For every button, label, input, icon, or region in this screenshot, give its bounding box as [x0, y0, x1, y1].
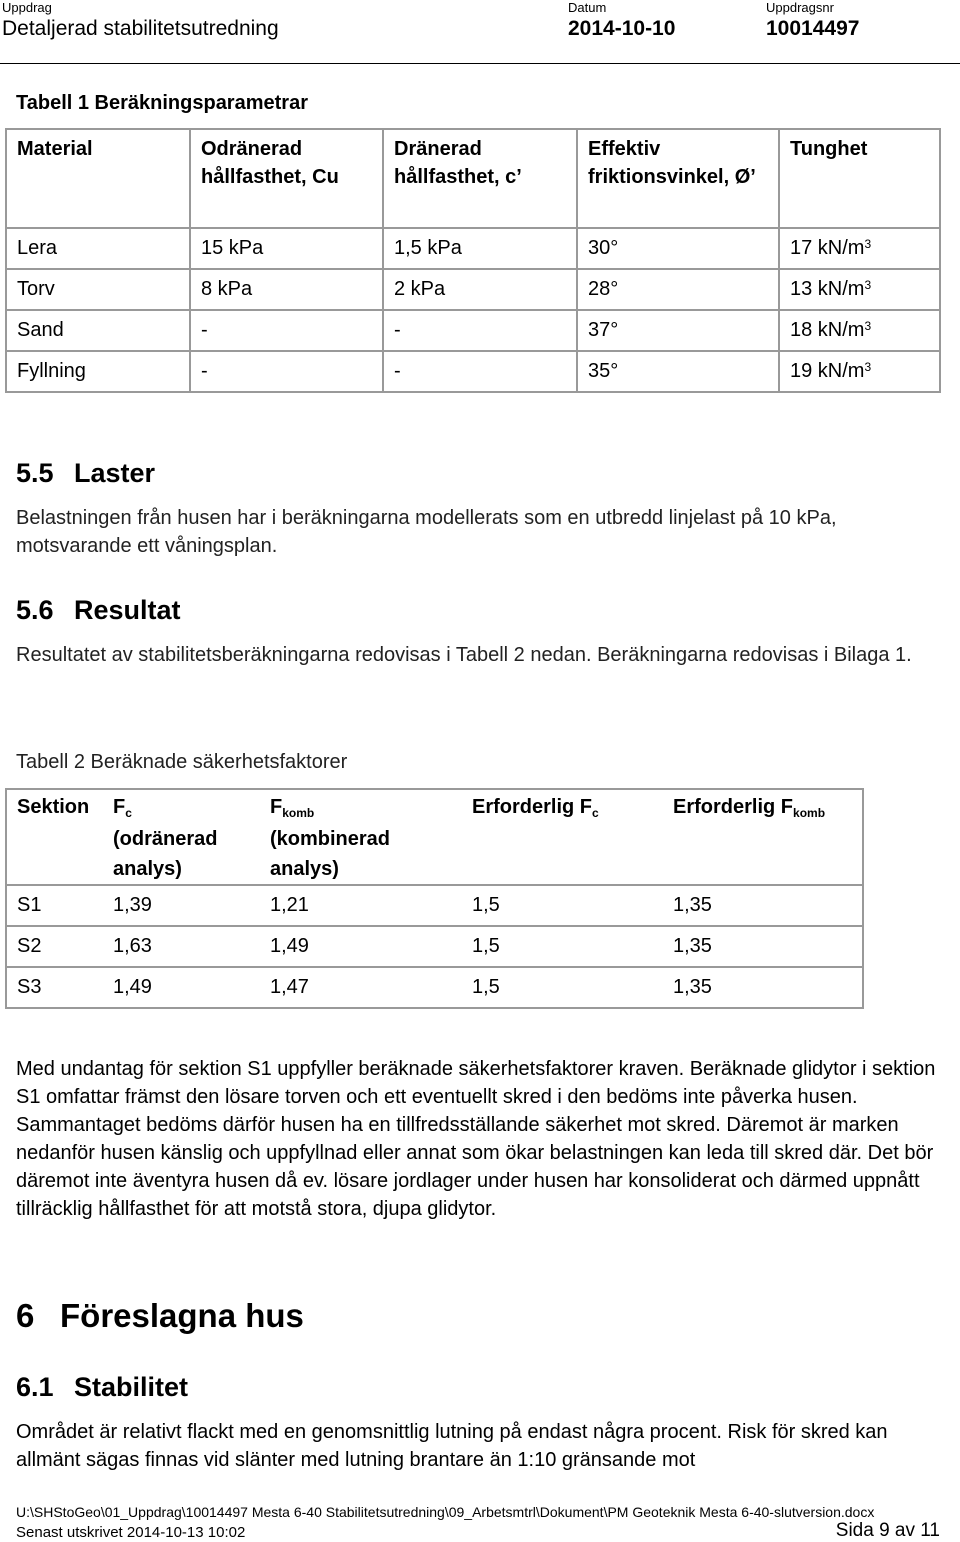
- table-header-cell: Material: [6, 129, 190, 228]
- table-cell: 2 kPa: [383, 269, 577, 310]
- table-header-cell: [260, 789, 462, 885]
- footer-page-number: Sida 9 av 11: [835, 1520, 940, 1541]
- table-cell: 1,35: [663, 967, 863, 1008]
- header-label-datum: Datum: [568, 0, 607, 15]
- table-cell: 1,35: [663, 885, 863, 926]
- unit-exponent: 3: [864, 237, 872, 251]
- table-header-row: [6, 129, 940, 228]
- unit-text: 13 kN/m: [790, 278, 865, 300]
- table2-caption: Tabell 2 Beräknade säkerhetsfaktorer: [16, 751, 348, 773]
- table-cell: S3: [6, 967, 103, 1008]
- table-cell: -: [190, 351, 383, 392]
- unit-exponent: 3: [864, 360, 872, 374]
- table-cell: 28°: [577, 269, 779, 310]
- table1-caption: Tabell 1 Beräkningsparametrar: [16, 92, 308, 114]
- unit-exponent: 3: [864, 319, 872, 333]
- header-label-uppdrag: Uppdrag: [2, 0, 52, 15]
- header-subscript: komb: [282, 806, 315, 820]
- table-cell: 1,5 kPa: [383, 228, 577, 269]
- header-note: (odränerad analys): [113, 828, 218, 880]
- table-cell: -: [190, 310, 383, 351]
- parameters-table: [5, 128, 941, 393]
- header-subscript: c: [125, 806, 132, 820]
- table-header-cell: [103, 789, 260, 885]
- chapter-title: Föreslagna hus: [60, 1297, 304, 1334]
- table-cell: 1,49: [260, 926, 462, 967]
- table-row: [6, 269, 940, 310]
- header-symbol: Erforderlig F: [673, 796, 794, 818]
- table-cell: [779, 228, 940, 269]
- table-cell: 1,49: [103, 967, 260, 1008]
- unit-text: 17 kN/m: [790, 237, 865, 259]
- section-title: Laster: [74, 458, 156, 488]
- table-cell: -: [383, 351, 577, 392]
- table-header-cell: Sektion: [6, 789, 103, 885]
- section-title: Stabilitet: [74, 1372, 189, 1402]
- unit-text: 18 kN/m: [790, 319, 865, 341]
- table-cell: 1,63: [103, 926, 260, 967]
- table-header-cell: Odränerad hållfasthet, Cu: [190, 129, 383, 228]
- table-header-cell: Tunghet: [779, 129, 940, 228]
- header-number: 10014497: [766, 17, 860, 40]
- table-cell: 1,47: [260, 967, 462, 1008]
- table-cell: Lera: [6, 228, 190, 269]
- table-cell: 35°: [577, 351, 779, 392]
- table-cell: -: [383, 310, 577, 351]
- table-cell: S1: [6, 885, 103, 926]
- header-date: 2014-10-10: [568, 17, 676, 40]
- section-title: Resultat: [74, 595, 181, 625]
- unit-exponent: 3: [864, 278, 872, 292]
- section-heading-laster: [16, 458, 155, 489]
- laster-paragraph: Belastningen från husen har i beräkningarna modellerats som en utbredd linjelast på 10 kPa, motsvarande ett våningsplan.: [16, 507, 837, 557]
- table-cell: 15 kPa: [190, 228, 383, 269]
- table-cell: 1,35: [663, 926, 863, 967]
- stabilitet-paragraph: Området är relativt flackt med en genomsnittlig lutning på endast några procent. Risk för skred kan allmänt sägas finnas vid slänter med lutning brantare än 1:10 gränsande mot: [16, 1421, 888, 1471]
- table-cell: 37°: [577, 310, 779, 351]
- header-subscript: c: [592, 806, 599, 820]
- table-cell: Torv: [6, 269, 190, 310]
- table-cell: Sand: [6, 310, 190, 351]
- table-row: [6, 310, 940, 351]
- section-heading-resultat: [16, 595, 181, 626]
- table-cell: 1,5: [462, 926, 663, 967]
- table-cell: 30°: [577, 228, 779, 269]
- header-symbol: F: [113, 796, 126, 818]
- safety-factor-table: [5, 788, 864, 1009]
- header-title: Detaljerad stabilitetsutredning: [2, 17, 279, 40]
- section-number: 6.1: [16, 1372, 54, 1402]
- footer-file-path: U:\SHStoGeo\01_Uppdrag\10014497 Mesta 6-40 Stabilitetsutredning\09_Arbetsmtrl\Dokument\PM Geoteknik Mesta 6-40-slutversion.docx: [16, 1504, 875, 1520]
- table-cell: Fyllning: [6, 351, 190, 392]
- table-row: [6, 926, 863, 967]
- table-cell: [779, 351, 940, 392]
- chapter-number: 6: [16, 1297, 35, 1334]
- table-row: [6, 228, 940, 269]
- table-header-cell: [663, 789, 863, 885]
- table-row: [6, 351, 940, 392]
- chapter-heading: [16, 1297, 304, 1335]
- table-cell: S2: [6, 926, 103, 967]
- table-cell: [779, 269, 940, 310]
- result-discussion-paragraph: Med undantag för sektion S1 uppfyller beräknade säkerhetsfaktorer kraven. Beräknade glidytor i sektion S1 omfattar främst den lösare torven och ett eventuellt skred i den bedöms inte påverka husen. Sammantaget bedöms därför husen ha en tillfredsställande säkerhet mot skred. Däremot är marken nedanför husen känslig och uppfyllnad eller annat som ökar belastningen kan leda till skred där. Det bör däremot inte äventyra husen då ev. lösare jordlager under husen har konsoliderat och därmed uppnått tillräcklig hållfasthet för att motstå stora, djupa glidytor.: [16, 1058, 936, 1220]
- table-cell: 1,39: [103, 885, 260, 926]
- header-note: (kombinerad analys): [270, 828, 391, 880]
- table-cell: [779, 310, 940, 351]
- header-symbol: Erforderlig F: [472, 796, 593, 818]
- unit-text: 19 kN/m: [790, 360, 865, 382]
- section-number: 5.5: [16, 458, 54, 488]
- table-header-cell: [462, 789, 663, 885]
- section-number: 5.6: [16, 595, 54, 625]
- section-heading-stabilitet: [16, 1372, 188, 1403]
- header-subscript: komb: [793, 806, 826, 820]
- table-row: [6, 885, 863, 926]
- table-row: [6, 967, 863, 1008]
- table-cell: 8 kPa: [190, 269, 383, 310]
- footer-printed: Senast utskrivet 2014-10-13 10:02: [16, 1524, 246, 1541]
- header-rule: [0, 63, 960, 64]
- table-cell: 1,21: [260, 885, 462, 926]
- table-cell: 1,5: [462, 967, 663, 1008]
- header-symbol: F: [270, 796, 283, 818]
- table-header-cell: Dränerad hållfasthet, c’: [383, 129, 577, 228]
- table-cell: 1,5: [462, 885, 663, 926]
- table-header-row: [6, 789, 863, 885]
- table-header-cell: Effektiv friktionsvinkel, Ø’: [577, 129, 779, 228]
- resultat-paragraph: Resultatet av stabilitetsberäkningarna redovisas i Tabell 2 nedan. Beräkningarna redovisas i Bilaga 1.: [16, 644, 912, 666]
- header-label-uppdragsnr: Uppdragsnr: [766, 0, 834, 15]
